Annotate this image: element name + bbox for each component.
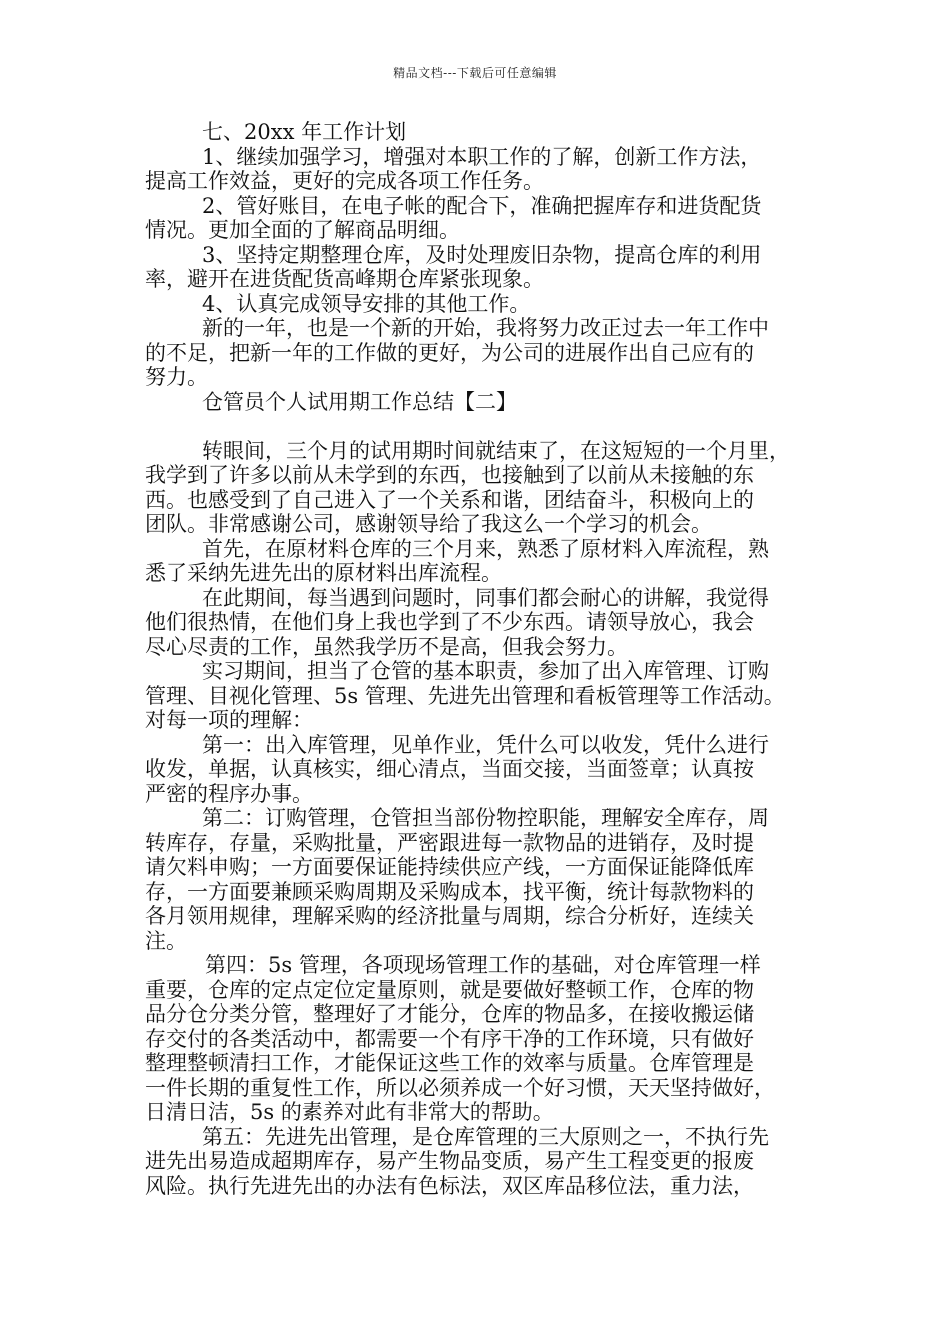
- text-line: 在此期间，每当遇到问题时，同事们都会耐心的讲解，我觉得: [202, 585, 769, 610]
- text-line: 西。也感受到了自己进入了一个关系和谐，团结奋斗，积极向上的: [145, 487, 754, 512]
- text-line: 存交付的各类活动中，都需要一个有序干净的工作环境，只有做好: [145, 1026, 754, 1051]
- text-line: 品分仓分类分管，整理好了才能分，仓库的物品多，在接收搬运储: [145, 1002, 754, 1026]
- text-line: 重要，仓库的定点定位定量原则，就是要做好整顿工作，仓库的物: [145, 977, 754, 1002]
- text-line: 第二：订购管理，仓管担当部份物控职能，理解安全库存，周: [202, 806, 769, 830]
- text-line: 悉了采纳先进先出的原材料出库流程。: [145, 561, 502, 585]
- text-line: 转库存，存量，采购批量，严密跟进每一款物品的进销存，及时提: [145, 830, 754, 855]
- text-line: 第五：先进先出管理，是仓库管理的三大原则之一，不执行先: [202, 1124, 769, 1149]
- text-line: 收发，单据，认真核实，细心清点，当面交接，当面签章；认真按: [145, 757, 754, 781]
- text-line: 第四：5s 管理，各项现场管理工作的基础，对仓库管理一样: [205, 953, 761, 977]
- text-line: 提高工作效益，更好的完成各项工作任务。: [145, 169, 544, 193]
- text-line: 实习期间，担当了仓管的基本职责，参加了出入库管理、订购: [202, 659, 769, 683]
- text-line: 对每一项的理解：: [145, 708, 313, 732]
- text-line: 的不足，把新一年的工作做的更好，为公司的进展作出自己应有的: [145, 340, 754, 365]
- text-line: 3、坚持定期整理仓库，及时处理废旧杂物，提高仓库的利用: [202, 242, 762, 267]
- text-line: 管理、目视化管理、5s 管理、先进先出管理和看板管理等工作活动。: [145, 683, 785, 708]
- text-line: 一件长期的重复性工作，所以必须养成一个好习惯，天天坚持做好，: [145, 1075, 775, 1100]
- text-line: 努力。: [145, 365, 208, 389]
- text-line: 情况。更加全面的了解商品明细。: [145, 218, 460, 242]
- text-line: 他们很热情，在他们身上我也学到了不少东西。请领导放心，我会: [145, 610, 754, 634]
- text-line: 我学到了许多以前从未学到的东西，也接触到了以前从未接触的东: [145, 463, 754, 487]
- text-line: 仓管员个人试用期工作总结【二】: [202, 389, 517, 414]
- text-line: 4、认真完成领导安排的其他工作。: [202, 291, 531, 316]
- text-line: 尽心尽责的工作，虽然我学历不是高，但我会努力。: [145, 634, 628, 659]
- text-line: 请欠料申购；一方面要保证能持续供应产线，一方面保证能降低库: [145, 855, 754, 879]
- text-line: 团队。非常感谢公司，感谢领导给了我这么一个学习的机会。: [145, 512, 712, 536]
- page-header: 精品文档---下载后可任意编辑: [393, 66, 557, 80]
- text-line: 2、管好账目，在电子帐的配合下，准确把握库存和进货配货: [202, 193, 762, 218]
- document-body: [145, 120, 825, 1198]
- text-line: 整理整顿清扫工作，才能保证这些工作的效率与质量。仓库管理是: [145, 1051, 754, 1075]
- blank-line: [145, 414, 825, 439]
- text-line: 各月领用规律，理解采购的经济批量与周期，综合分析好，连续关: [145, 904, 754, 928]
- text-line: 1、继续加强学习，增强对本职工作的了解，创新工作方法，: [202, 144, 762, 169]
- text-line: 新的一年，也是一个新的开始，我将努力改正过去一年工作中: [202, 316, 769, 340]
- text-line: 第一：出入库管理，见单作业，凭什么可以收发，凭什么进行: [202, 732, 769, 757]
- text-line: 风险。执行先进先出的办法有色标法，双区库品移位法，重力法，: [145, 1173, 754, 1198]
- text-line: 进先出易造成超期库存，易产生物品变质，易产生工程变更的报废: [145, 1149, 754, 1173]
- text-line: 存，一方面要兼顾采购周期及采购成本，找平衡，统计每款物料的: [145, 879, 754, 904]
- text-line: 注。: [145, 928, 187, 953]
- text-line: 日清日洁，5s 的素养对此有非常大的帮助。: [145, 1100, 554, 1124]
- text-line: 率，避开在进货配货高峰期仓库紧张现象。: [145, 267, 544, 291]
- text-line: 转眼间，三个月的试用期时间就结束了，在这短短的一个月里，: [202, 438, 790, 463]
- text-line: 首先，在原材料仓库的三个月来，熟悉了原材料入库流程，熟: [202, 536, 769, 561]
- text-line: 严密的程序办事。: [145, 781, 313, 806]
- text-line: 七、20xx 年工作计划: [202, 120, 407, 144]
